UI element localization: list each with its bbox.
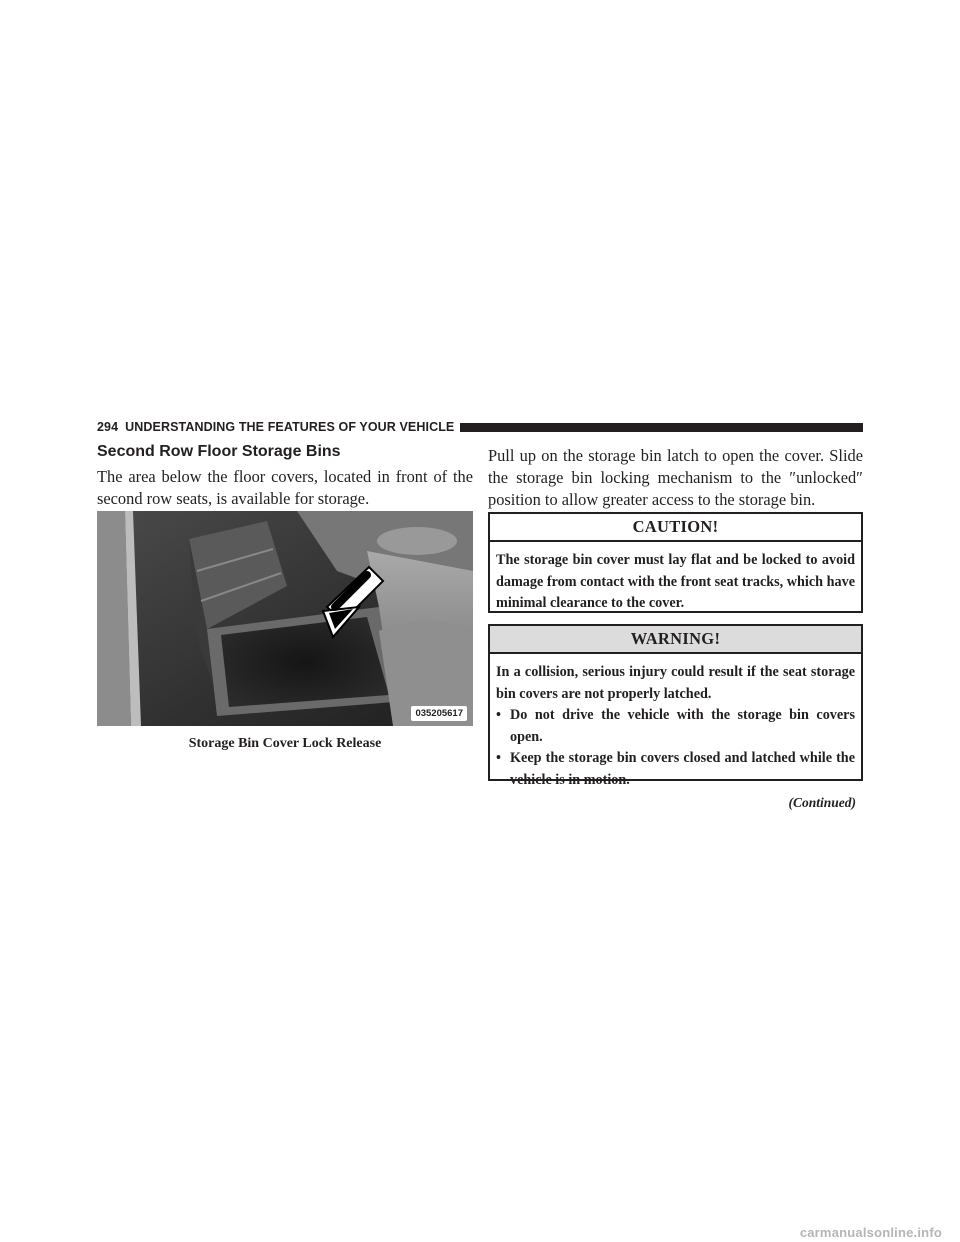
warning-box bbox=[488, 624, 863, 788]
warning-bullet-text: Do not drive the vehicle with the storage bin covers open. bbox=[510, 707, 855, 745]
warning-text: In a collision, serious injury could result if the seat storage bin covers are not properly latched. bbox=[496, 664, 855, 702]
caution-title: CAUTION! bbox=[490, 514, 861, 542]
bullet-icon: • bbox=[496, 750, 501, 766]
intro-paragraph: The area below the floor covers, located in front of the second row seats, is available for storage. bbox=[97, 467, 473, 508]
warning-title: WARNING! bbox=[490, 626, 861, 654]
section-heading: Second Row Floor Storage Bins bbox=[97, 443, 341, 460]
header-rule bbox=[460, 423, 863, 432]
page-number: 294 bbox=[97, 420, 119, 434]
warning-bullet bbox=[496, 748, 855, 791]
watermark: carmanualsonline.info bbox=[799, 1225, 942, 1240]
figure-id-label: 035205617 bbox=[411, 706, 467, 721]
bullet-icon: • bbox=[496, 707, 501, 723]
warning-bullet-text: Keep the storage bin covers closed and latched while the vehicle is in motion. bbox=[510, 750, 855, 788]
caution-box bbox=[488, 512, 863, 613]
instruction-paragraph: Pull up on the storage bin latch to open the cover. Slide the storage bin locking mechanism to the ″unlocked″ position to allow greater access to the storage bin. bbox=[488, 446, 863, 509]
section-title: UNDERSTANDING THE FEATURES OF YOUR VEHICLE bbox=[125, 420, 455, 434]
photo-illustration bbox=[97, 511, 473, 726]
continued-note: (Continued) bbox=[788, 795, 856, 810]
warning-bullet bbox=[496, 705, 855, 748]
figure-caption: Storage Bin Cover Lock Release bbox=[188, 736, 382, 751]
running-header bbox=[97, 419, 863, 435]
storage-bin-photo bbox=[97, 511, 473, 726]
caution-text: The storage bin cover must lay flat and be locked to avoid damage from contact with the front seat tracks, which have minimal clearance to the cover. bbox=[496, 552, 855, 611]
